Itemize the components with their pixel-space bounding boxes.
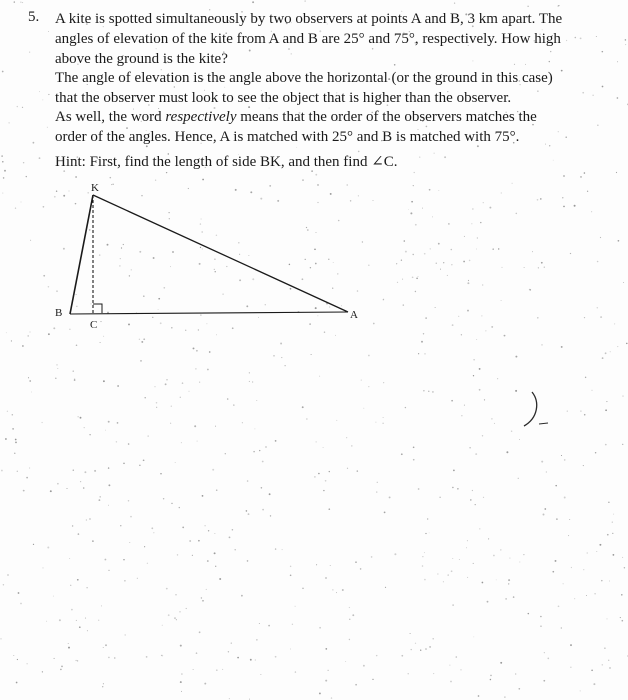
problem-statement	[55, 9, 620, 69]
explanation-line: that the observer must look to see the object that is higher than the observer.	[55, 90, 512, 106]
side-ka	[93, 195, 348, 312]
statement-line: A kite is spotted simultaneously by two observers at points A and B, 3 km apart. The	[55, 11, 563, 27]
explanation-line: order of the angles. Hence, A is matched with 25° and B is matched with 75°.	[55, 129, 520, 145]
pen-mark	[518, 388, 568, 433]
side-ba	[70, 312, 348, 314]
label-a: A	[350, 309, 358, 321]
explanation-line: The angle of elevation is the angle above the horizontal (or the ground in this case)	[55, 70, 553, 86]
emphasis-respectively: respectively	[165, 109, 237, 125]
right-angle-marker	[93, 304, 102, 313]
label-b: B	[55, 307, 63, 319]
elevation-explanation	[55, 68, 620, 108]
statement-line: angles of elevation of the kite from A and B are 25° and 75°, respectively. How high	[55, 31, 561, 47]
hint	[55, 152, 620, 172]
respectively-explanation	[55, 107, 620, 147]
label-c: C	[90, 319, 98, 330]
explanation-line: As well, the word respectively means that the order of the observers matches the	[55, 109, 537, 125]
triangle-diagram	[50, 178, 370, 330]
hint-text: Hint: First, find the length of side BK, and then find ∠C.	[55, 154, 398, 170]
side-bk	[70, 195, 93, 314]
statement-line: above the ground is the kite?	[55, 51, 228, 67]
label-k: K	[91, 182, 99, 194]
problem-number: 5.	[28, 9, 40, 25]
